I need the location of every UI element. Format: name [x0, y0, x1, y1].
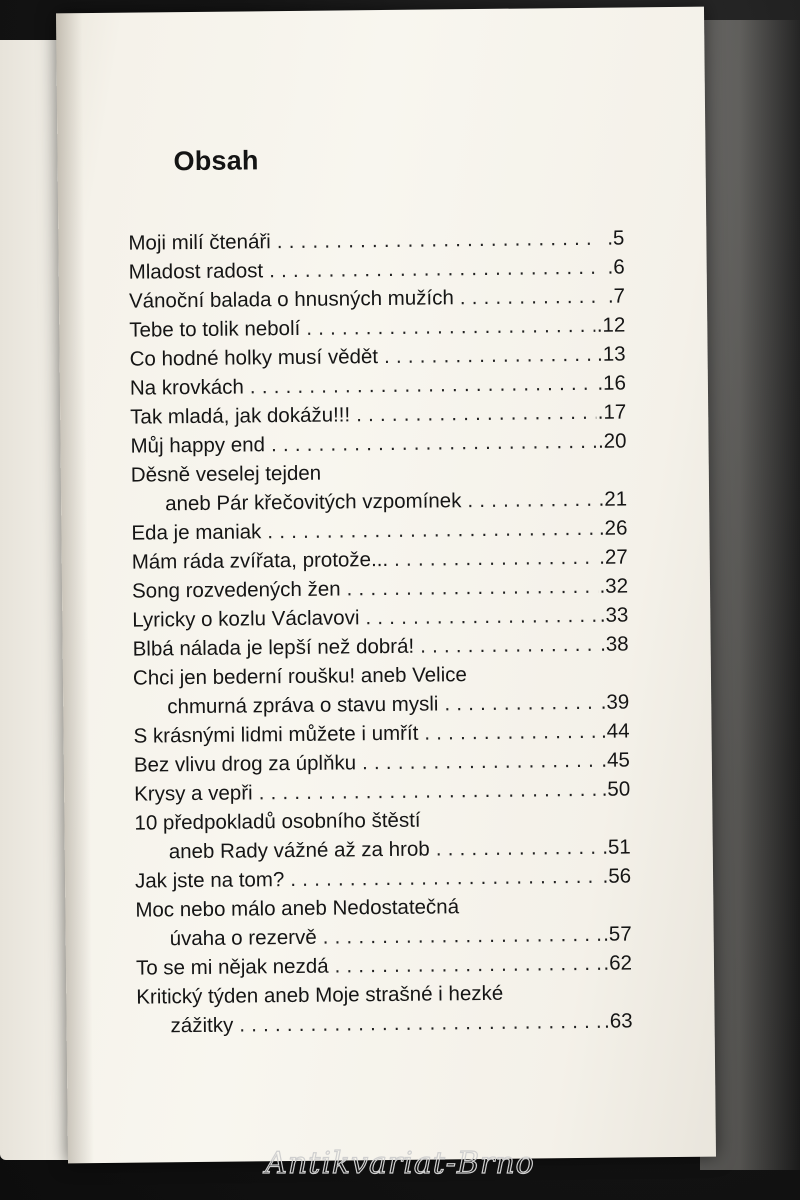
- toc-entry-title: Blbá nálada je lepší než dobrá!: [132, 634, 415, 661]
- toc-page-number: .44: [600, 719, 630, 743]
- toc-dot-leader: [334, 949, 601, 981]
- toc-dot-leader: [420, 630, 598, 661]
- toc-entry-title: Tebe to tolik nebolí: [129, 316, 301, 342]
- toc-page-number: .38: [600, 632, 629, 656]
- toc-entry: [133, 629, 629, 663]
- toc-page-number: .13: [596, 342, 626, 366]
- toc-entry-title: Mladost radost: [128, 259, 264, 284]
- toc-page-number: .45: [601, 748, 630, 772]
- toc-entry-title: Lyricky o kozlu Václavovi: [132, 606, 360, 632]
- toc-page-number: .12: [596, 313, 626, 337]
- toc-entry: [136, 948, 632, 982]
- toc-page-number: .32: [599, 574, 629, 598]
- toc-page-number: .33: [599, 603, 629, 627]
- toc-dot-leader: [269, 253, 595, 285]
- toc-page-number: .16: [597, 371, 627, 395]
- toc-entry-title: Jak jste na tom?: [134, 868, 285, 893]
- toc-dot-leader: [346, 572, 597, 604]
- toc-page-number: .21: [598, 487, 628, 511]
- toc-dot-leader: [259, 775, 600, 808]
- toc-entry-title: Můj happy end: [130, 433, 266, 458]
- toc-dot-leader: [467, 485, 597, 515]
- toc-page-number: .17: [597, 400, 627, 424]
- toc-entry-title: Eda je maniak: [131, 520, 262, 545]
- toc-page-number: .50: [601, 777, 631, 801]
- toc-entry-title: Tak mladá, jak dokážu!!!: [130, 403, 351, 429]
- toc-dot-leader: [277, 224, 595, 256]
- book-page: [56, 7, 716, 1164]
- toc-entry: [135, 861, 631, 895]
- toc-page-number: .62: [603, 951, 633, 975]
- toc-dot-leader: [436, 833, 601, 864]
- toc-entry-title: Bez vlivu drog za úplňku: [133, 751, 357, 777]
- toc-dot-leader: [384, 340, 595, 371]
- toc-entry-title: aneb Rady vážné až za hrob: [168, 837, 430, 864]
- toc-dot-leader: [365, 601, 598, 632]
- toc-page-number: .6: [607, 255, 625, 279]
- toc-entry-first-line: Moc nebo málo aneb Nedostatečná: [135, 895, 460, 922]
- toc-entry-title: chmurná zpráva o stavu mysli: [167, 692, 439, 719]
- toc-dot-leader: [267, 514, 597, 546]
- toc-entry-title: Moji milí čtenáři: [128, 230, 271, 255]
- toc-entry-title: S krásnými lidmi můžete i umřít: [133, 721, 419, 748]
- toc-entry-first-line: Děsně veselej tejden: [130, 461, 322, 487]
- toc-dot-leader: [239, 1007, 602, 1040]
- toc-entry-first-line: Chci jen bederní roušku! aneb Velice: [132, 663, 467, 690]
- toc-page-number: .57: [603, 922, 632, 946]
- toc-dot-leader: [323, 920, 602, 952]
- toc-entry-title: To se mi nějak nezdá: [135, 954, 329, 980]
- toc-page-number: .63: [603, 1009, 633, 1033]
- toc-dot-leader: [356, 398, 596, 430]
- toc-entry-title: Mám ráda zvířata, protože...: [131, 547, 389, 574]
- toc-entry: [136, 1006, 632, 1040]
- toc-entry-title: Na krovkách: [129, 375, 244, 400]
- toc-page-number: .5: [607, 226, 625, 250]
- toc-dot-leader: [271, 427, 596, 459]
- toc-entry: [130, 426, 626, 460]
- toc-entry-title: zážitky: [170, 1013, 234, 1038]
- toc-dot-leader: [306, 311, 595, 343]
- toc-entry-title: aneb Pár křečovitých vzpomínek: [165, 489, 462, 516]
- toc-page-number: .56: [602, 864, 632, 888]
- toc-entry-title: Co hodné holky musí vědět: [129, 345, 379, 371]
- toc-dot-leader: [394, 543, 597, 574]
- toc-entry-first-line: Kritický týden aneb Moje strašné i hezké: [136, 981, 504, 1009]
- toc-entry-title: Vánoční balada o hnusných mužích: [128, 286, 454, 313]
- toc-entry-title: Krysy a vepři: [134, 781, 253, 806]
- toc-dot-leader: [250, 369, 596, 402]
- facing-page-shadow: [700, 20, 800, 1170]
- toc-entry-title: Song rozvedených žen: [131, 577, 341, 603]
- toc-page-number: .27: [599, 545, 628, 569]
- toc-dot-leader: [444, 688, 599, 719]
- toc-dot-leader: [460, 282, 595, 312]
- toc-page-number: .51: [602, 835, 631, 859]
- toc-dot-leader: [424, 717, 599, 748]
- table-of-contents: [128, 223, 632, 1040]
- toc-entry-first-line: 10 předpokladů osobního štěstí: [134, 808, 421, 835]
- toc-dot-leader: [362, 746, 600, 777]
- toc-entry-title: úvaha o rezervě: [169, 925, 317, 951]
- page-heading: Obsah: [173, 145, 259, 177]
- toc-page-number: .20: [597, 429, 627, 453]
- toc-page-number: .26: [598, 516, 628, 540]
- watermark: Antikvariat-Brno: [265, 1146, 535, 1181]
- toc-page-number: .39: [600, 690, 630, 714]
- toc-dot-leader: [290, 862, 601, 894]
- toc-entry: [134, 774, 630, 808]
- toc-page-number: .7: [607, 284, 626, 308]
